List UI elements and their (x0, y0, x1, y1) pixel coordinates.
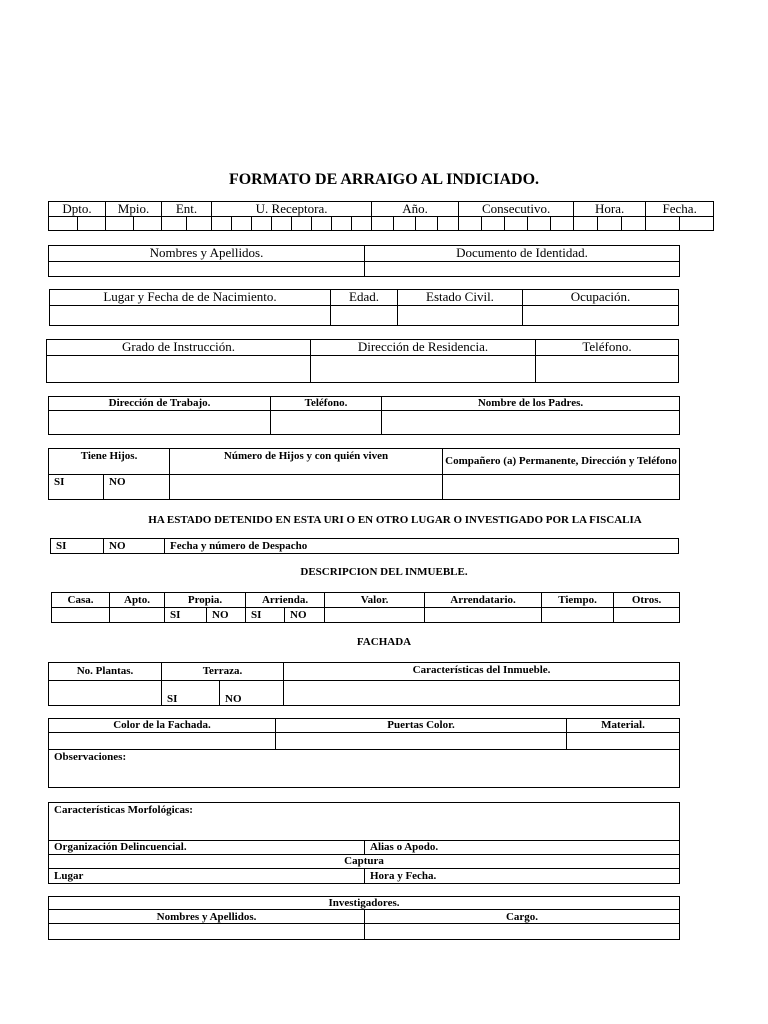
investigadores-table (48, 896, 680, 940)
puertas-color-label: Puertas Color. (276, 719, 567, 733)
anio-digit-3[interactable] (416, 217, 438, 231)
lugar-fecha-nacimiento-label: Lugar y Fecha de de Nacimiento. (50, 290, 331, 306)
valor-field[interactable] (325, 608, 425, 623)
material-label: Material. (567, 719, 680, 733)
consecutivo-digit-4[interactable] (528, 217, 551, 231)
organizacion-delincuencial-field[interactable]: Organización Delincuencial. (49, 841, 365, 855)
fachada-heading: FACHADA (356, 636, 412, 648)
terraza-label: Terraza. (162, 663, 284, 681)
hijos-no-option[interactable]: NO (104, 475, 170, 500)
documento-field[interactable] (365, 262, 680, 277)
receptora-digit-2[interactable] (232, 217, 252, 231)
otros-label: Otros. (614, 593, 680, 608)
inmueble-table (51, 592, 680, 623)
consecutivo-digit-3[interactable] (505, 217, 528, 231)
propia-si-option[interactable]: SI (165, 608, 207, 623)
hijos-si-option[interactable]: SI (49, 475, 104, 500)
caracteristicas-inmueble-field[interactable] (284, 681, 680, 706)
terraza-no-option[interactable]: NO (220, 681, 284, 706)
observaciones-field[interactable]: Observaciones: (49, 750, 680, 788)
direccion-residencia-label: Dirección de Residencia. (311, 340, 536, 356)
numero-hijos-field[interactable] (170, 475, 443, 500)
consecutivo-label: Consecutivo. (459, 202, 574, 217)
investigador-nombres-label: Nombres y Apellidos. (49, 910, 365, 924)
investigadores-label: Investigadores. (49, 897, 680, 910)
telefono-field[interactable] (536, 356, 679, 383)
anio-digit-4[interactable] (438, 217, 459, 231)
color-table (48, 718, 680, 788)
arrienda-no-option[interactable]: NO (285, 608, 325, 623)
detenido-no-option[interactable]: NO (104, 539, 165, 554)
dpto-label: Dpto. (49, 202, 106, 217)
inmueble-heading: DESCRIPCION DEL INMUEBLE. (300, 566, 468, 578)
nombres-field[interactable] (49, 262, 365, 277)
receptora-digit-5[interactable] (292, 217, 312, 231)
investigador-cargo-field[interactable] (365, 924, 680, 940)
anio-digit-2[interactable] (394, 217, 416, 231)
fecha-despacho-field[interactable]: Fecha y número de Despacho (165, 539, 679, 554)
color-fachada-label: Color de la Fachada. (49, 719, 276, 733)
otros-field[interactable] (614, 608, 680, 623)
receptora-label: U. Receptora. (212, 202, 372, 217)
dpto-digit-1[interactable] (49, 217, 78, 231)
captura-lugar-field[interactable]: Lugar (49, 869, 365, 884)
fecha-field-1[interactable] (646, 217, 680, 231)
arrienda-label: Arrienda. (246, 593, 325, 608)
apto-label: Apto. (110, 593, 165, 608)
plantas-label: No. Plantas. (49, 663, 162, 681)
caracteristicas-morfologicas-field[interactable]: Características Morfológicas: (49, 803, 680, 841)
casa-field[interactable] (52, 608, 110, 623)
casa-label: Casa. (52, 593, 110, 608)
terraza-si-option[interactable]: SI (162, 681, 220, 706)
captura-label: Captura (49, 855, 680, 869)
direccion-trabajo-label: Dirección de Trabajo. (49, 397, 271, 411)
tiempo-label: Tiempo. (542, 593, 614, 608)
work-table (48, 396, 680, 435)
ent-digit-2[interactable] (187, 217, 212, 231)
captura-hora-fecha-field[interactable]: Hora y Fecha. (365, 869, 680, 884)
valor-label: Valor. (325, 593, 425, 608)
edad-label: Edad. (331, 290, 398, 306)
estado-civil-label: Estado Civil. (398, 290, 523, 306)
lugar-fecha-nacimiento-field[interactable] (50, 306, 331, 326)
page-title: FORMATO DE ARRAIGO AL INDICIADO. (228, 171, 540, 188)
identity-table (48, 245, 680, 277)
nombres-label: Nombres y Apellidos. (49, 246, 365, 262)
birth-table (49, 289, 679, 326)
hora-digit-3[interactable] (622, 217, 646, 231)
tiene-hijos-label: Tiene Hijos. (49, 449, 170, 475)
telefono-trabajo-field[interactable] (271, 411, 382, 435)
morfologia-table (48, 802, 680, 884)
receptora-digit-4[interactable] (272, 217, 292, 231)
propia-no-option[interactable]: NO (207, 608, 246, 623)
telefono-label: Teléfono. (536, 340, 679, 356)
fecha-label: Fecha. (646, 202, 714, 217)
mpio-digit-1[interactable] (106, 217, 134, 231)
estado-civil-field[interactable] (398, 306, 523, 326)
documento-label: Documento de Identidad. (365, 246, 680, 262)
receptora-digit-6[interactable] (312, 217, 332, 231)
mpio-digit-2[interactable] (134, 217, 162, 231)
grado-instruccion-label: Grado de Instrucción. (47, 340, 311, 356)
residence-table (46, 339, 679, 383)
direccion-residencia-field[interactable] (311, 356, 536, 383)
investigador-cargo-label: Cargo. (365, 910, 680, 924)
direccion-trabajo-field[interactable] (49, 411, 271, 435)
edad-field[interactable] (331, 306, 398, 326)
anio-digit-1[interactable] (372, 217, 394, 231)
nombre-padres-field[interactable] (382, 411, 680, 435)
detenido-heading: HA ESTADO DETENIDO EN ESTA URI O EN OTRO LUGAR O INVESTIGADO POR LA FISCALIA (148, 514, 642, 526)
anio-label: Año. (372, 202, 459, 217)
puertas-color-field[interactable] (276, 733, 567, 750)
case-header-table (48, 201, 714, 231)
dpto-digit-2[interactable] (78, 217, 106, 231)
numero-hijos-label: Número de Hijos y con quién viven (170, 449, 443, 475)
receptora-digit-7[interactable] (332, 217, 352, 231)
detenido-si-option[interactable]: SI (51, 539, 104, 554)
fachada-table (48, 662, 680, 706)
companero-field[interactable] (443, 475, 680, 500)
receptora-digit-3[interactable] (252, 217, 272, 231)
hora-digit-2[interactable] (598, 217, 622, 231)
ocupacion-label: Ocupación. (523, 290, 679, 306)
color-fachada-field[interactable] (49, 733, 276, 750)
caracteristicas-inmueble-label: Características del Inmueble. (284, 663, 680, 681)
arrendatario-label: Arrendatario. (425, 593, 542, 608)
hora-digit-1[interactable] (574, 217, 598, 231)
ent-digit-1[interactable] (162, 217, 187, 231)
consecutivo-digit-2[interactable] (482, 217, 505, 231)
arrendatario-field[interactable] (425, 608, 542, 623)
propia-label: Propia. (165, 593, 246, 608)
mpio-label: Mpio. (106, 202, 162, 217)
material-field[interactable] (567, 733, 680, 750)
ocupacion-field[interactable] (523, 306, 679, 326)
plantas-field[interactable] (49, 681, 162, 706)
consecutivo-digit-1[interactable] (459, 217, 482, 231)
tiempo-field[interactable] (542, 608, 614, 623)
telefono-trabajo-label: Teléfono. (271, 397, 382, 411)
ent-label: Ent. (162, 202, 212, 217)
receptora-digit-1[interactable] (212, 217, 232, 231)
investigador-nombres-field[interactable] (49, 924, 365, 940)
nombre-padres-label: Nombre de los Padres. (382, 397, 680, 411)
hora-label: Hora. (574, 202, 646, 217)
fecha-field-2[interactable] (680, 217, 714, 231)
children-table (48, 448, 680, 500)
detenido-table (50, 538, 679, 554)
alias-apodo-field[interactable]: Alias o Apodo. (365, 841, 680, 855)
apto-field[interactable] (110, 608, 165, 623)
consecutivo-digit-5[interactable] (551, 217, 574, 231)
receptora-digit-8[interactable] (352, 217, 372, 231)
companero-label: Compañero (a) Permanente, Dirección y Teléfono (443, 449, 680, 475)
grado-instruccion-field[interactable] (47, 356, 311, 383)
arrienda-si-option[interactable]: SI (246, 608, 285, 623)
